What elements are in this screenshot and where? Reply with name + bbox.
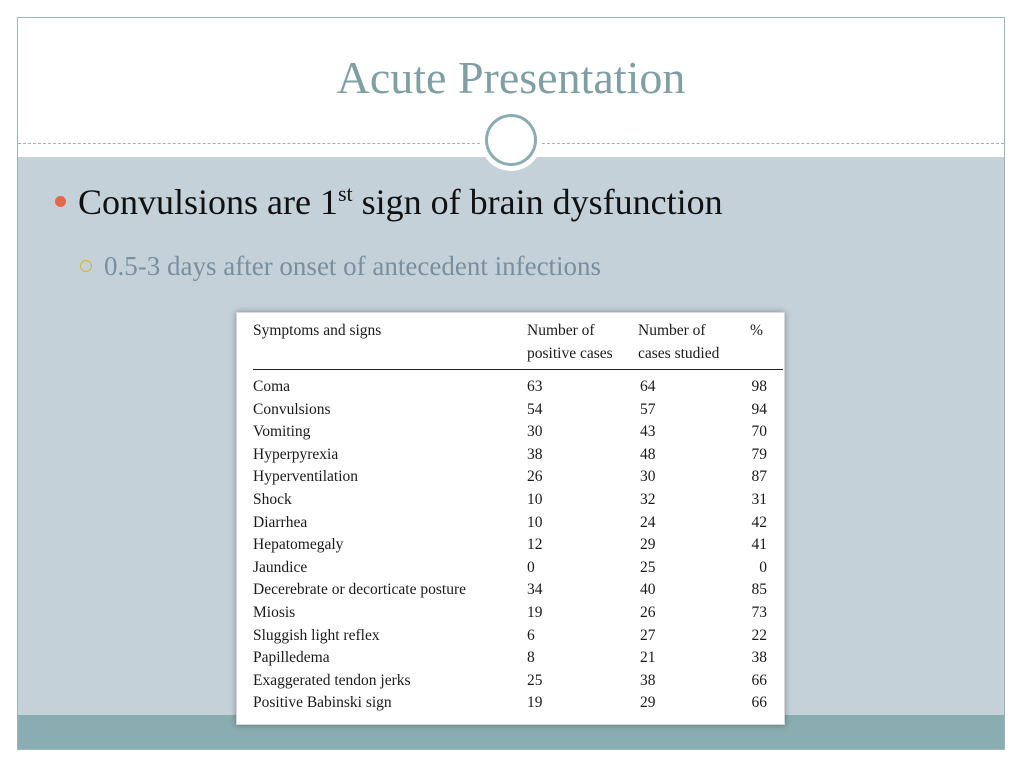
table-row [237, 421, 784, 444]
cell-positive-cases: 26 [527, 468, 543, 486]
header-percent [750, 319, 763, 342]
cell-cases-studied: 64 [640, 378, 656, 395]
table-row [237, 444, 784, 467]
slide-title: Acute Presentation [336, 52, 686, 103]
cell-percent: 94 [751, 400, 767, 418]
table-row [237, 489, 784, 512]
cell-percent: 66 [751, 671, 767, 689]
cell-cases-studied: 21 [640, 649, 656, 667]
bullet-main-superscript: st [337, 181, 353, 206]
cell-cases-studied: 43 [640, 423, 656, 441]
cell-positive-cases: 19 [527, 604, 543, 621]
table-row [237, 647, 784, 670]
cell-positive-cases: 25 [527, 671, 543, 689]
cell-cases-studied: 24 [640, 513, 656, 531]
header-symptoms-label: Symptoms and signs [253, 322, 382, 339]
cell-positive-cases: 12 [527, 536, 543, 554]
cell-symptom: Sluggish light reflex [253, 626, 380, 644]
cell-cases-studied: 29 [640, 536, 656, 554]
cell-cases-studied: 40 [640, 581, 656, 599]
cell-cases-studied: 26 [640, 604, 656, 621]
cell-positive-cases: 6 [527, 626, 535, 644]
cell-percent: 70 [751, 423, 767, 441]
table-row [237, 399, 784, 422]
cell-percent: 66 [751, 694, 767, 712]
header-studied-line2: cases studied [638, 345, 720, 362]
symptoms-table-image [236, 312, 785, 725]
header-studied-line1: Number of [638, 322, 706, 339]
header-cases-studied [638, 319, 719, 365]
cell-percent: 73 [751, 604, 767, 621]
cell-symptom: Vomiting [253, 423, 311, 441]
table-row [237, 376, 784, 399]
cell-positive-cases: 8 [527, 649, 535, 667]
cell-symptom: Coma [253, 378, 291, 395]
cell-cases-studied: 48 [640, 445, 656, 463]
header-percent-label: % [750, 322, 763, 339]
cell-cases-studied: 27 [640, 626, 656, 644]
header-positive-cases [527, 319, 613, 365]
cell-percent: 31 [751, 491, 767, 508]
cell-percent: 0 [759, 558, 767, 576]
cell-positive-cases: 0 [527, 558, 535, 576]
table-row [237, 534, 784, 557]
cell-positive-cases: 30 [527, 423, 543, 441]
cell-cases-studied: 25 [640, 558, 656, 576]
circle-ornament [485, 114, 537, 166]
cell-percent: 42 [751, 513, 767, 531]
cell-positive-cases: 10 [527, 491, 543, 508]
cell-symptom: Positive Babinski sign [253, 694, 392, 712]
cell-cases-studied: 29 [640, 694, 656, 712]
cell-percent: 98 [751, 378, 767, 395]
table-row [237, 670, 784, 693]
header-positive-line2: positive cases [527, 345, 613, 362]
cell-percent: 87 [751, 468, 767, 486]
cell-symptom: Convulsions [253, 400, 331, 418]
cell-symptom: Hepatomegaly [253, 536, 344, 554]
bullet-sub-text: 0.5-3 days after onset of antecedent infections [104, 251, 602, 281]
cell-positive-cases: 19 [527, 694, 543, 712]
table-row [237, 466, 784, 489]
cell-symptom: Miosis [253, 604, 296, 621]
cell-percent: 85 [751, 581, 767, 599]
bullet-main-text-before: Convulsions are 1 [78, 182, 338, 222]
bullet-main [55, 181, 723, 223]
bullet-main-text-after: sign of brain dysfunction [352, 182, 723, 222]
cell-percent: 79 [751, 445, 767, 463]
header-rule [253, 369, 783, 370]
cell-symptom: Shock [253, 491, 292, 508]
cell-symptom: Decerebrate or decorticate posture [253, 581, 466, 599]
cell-positive-cases: 10 [527, 513, 543, 531]
bullet-ring-icon [80, 260, 92, 272]
cell-symptom: Papilledema [253, 649, 330, 667]
header-positive-line1: Number of [527, 322, 595, 339]
table-row [237, 579, 784, 602]
cell-symptom: Diarrhea [253, 513, 308, 531]
cell-symptom: Hyperpyrexia [253, 445, 339, 463]
cell-percent: 38 [751, 649, 767, 667]
table-row [237, 602, 784, 625]
table-row [237, 692, 784, 715]
header-symptoms [253, 319, 381, 342]
table-row [237, 512, 784, 535]
cell-symptom: Exaggerated tendon jerks [253, 671, 411, 689]
cell-cases-studied: 30 [640, 468, 656, 486]
cell-cases-studied: 57 [640, 400, 656, 418]
symptoms-table [237, 313, 784, 724]
cell-percent: 22 [751, 626, 767, 644]
cell-symptom: Hyperventilation [253, 468, 359, 486]
table-row [237, 625, 784, 648]
cell-positive-cases: 54 [527, 400, 543, 418]
cell-percent: 41 [751, 536, 767, 554]
cell-cases-studied: 38 [640, 671, 656, 689]
cell-positive-cases: 38 [527, 445, 543, 463]
bullet-sub [80, 251, 601, 282]
bullet-dot-icon [55, 196, 66, 207]
cell-cases-studied: 32 [640, 491, 656, 508]
cell-symptom: Jaundice [253, 558, 308, 576]
table-row [237, 557, 784, 580]
cell-positive-cases: 63 [527, 378, 543, 395]
cell-positive-cases: 34 [527, 581, 543, 599]
